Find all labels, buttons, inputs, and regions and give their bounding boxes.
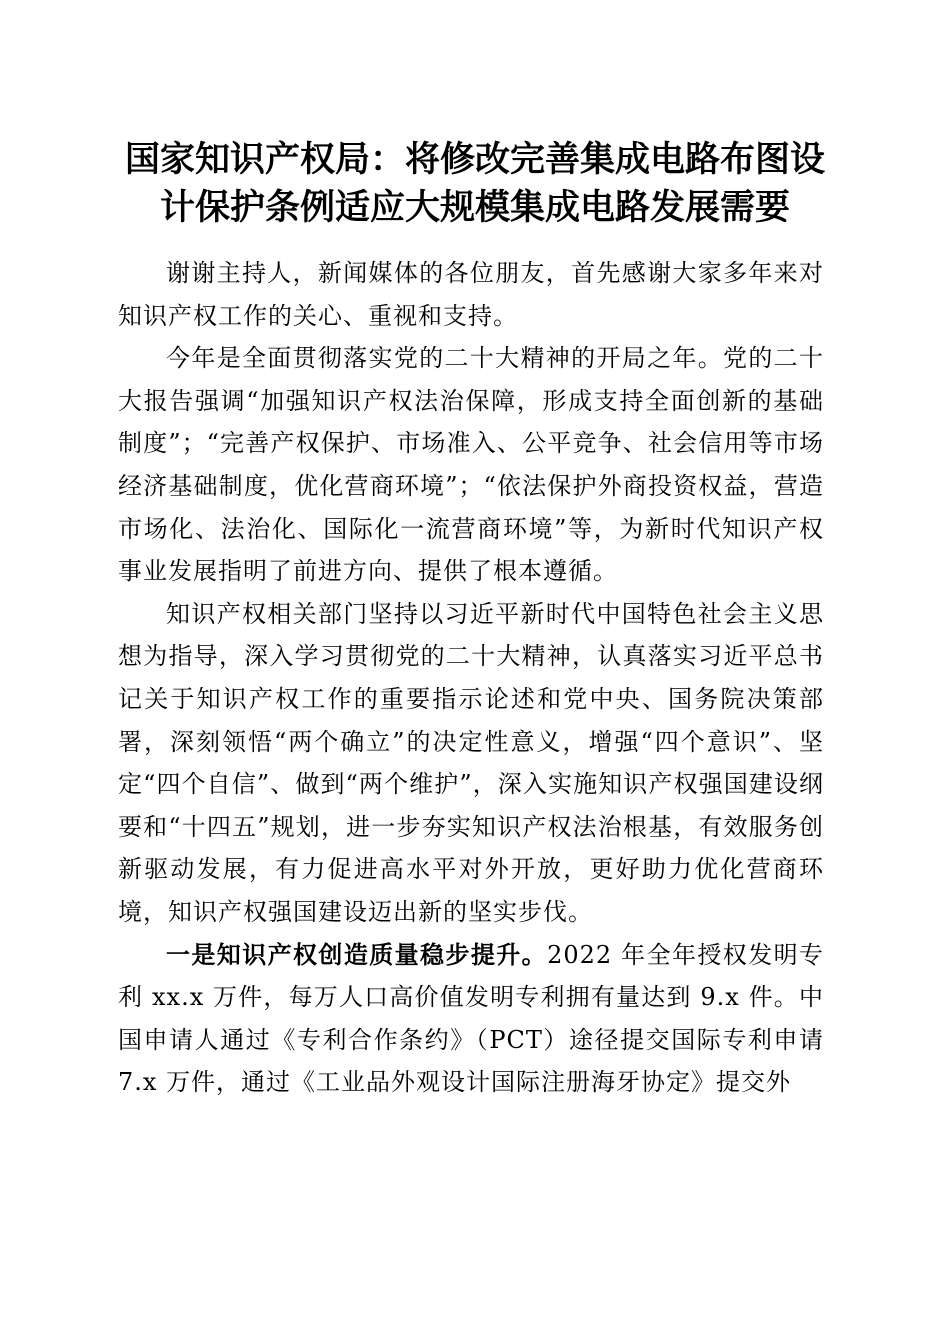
paragraph-text: 谢谢主持人，新闻媒体的各位朋友，首先感谢大家多年来对知识产权工作的关心、重视和支持。	[118, 259, 824, 330]
document-title: 国家知识产权局：将修改完善集成电路布图设计保护条例适应大规模集成电路发展需要	[124, 139, 825, 228]
document-body	[118, 252, 824, 1104]
paragraph-text: 2022 年全年授权发明专利 xx.x 万件，每万人口高价值发明专利拥有量达到 9.x 件。中国申请人通过《专利合作条约》（PCT）途径提交国际专利申请 7.x 万件，通过《工业品外观设计国际注册海牙协定》提交外	[118, 940, 824, 1097]
paragraph-text: 今年是全面贯彻落实党的二十大精神的开局之年。党的二十大报告强调“加强知识产权法治保障，形成支持全面创新的基础制度”；“完善产权保护、市场准入、公平竞争、社会信用等市场经济基础制度，优化营商环境”；“依法保护外商投资权益，营造市场化、法治化、国际化一流营商环境”等，为新时代知识产权事业发展指明了前进方向、提供了根本遵循。	[118, 344, 824, 586]
paragraph	[118, 252, 824, 337]
paragraph	[118, 337, 824, 593]
paragraph	[118, 934, 824, 1104]
paragraph-lead-bold: 一是知识产权创造质量稳步提升。	[166, 939, 548, 969]
paragraph	[118, 593, 824, 934]
paragraph-text: 知识产权相关部门坚持以习近平新时代中国特色社会主义思想为指导，深入学习贯彻党的二十大精神，认真落实习近平总书记关于知识产权工作的重要指示论述和党中央、国务院决策部署，深刻领悟“两个确立”的决定性意义，增强“四个意识”、坚定“四个自信”、做到“两个维护”，深入实施知识产权强国建设纲要和“十四五”规划，进一步夯实知识产权法治根基，有效服务创新驱动发展，有力促进高水平对外开放，更好助力优化营商环境，知识产权强国建设迈出新的坚实步伐。	[118, 599, 824, 926]
